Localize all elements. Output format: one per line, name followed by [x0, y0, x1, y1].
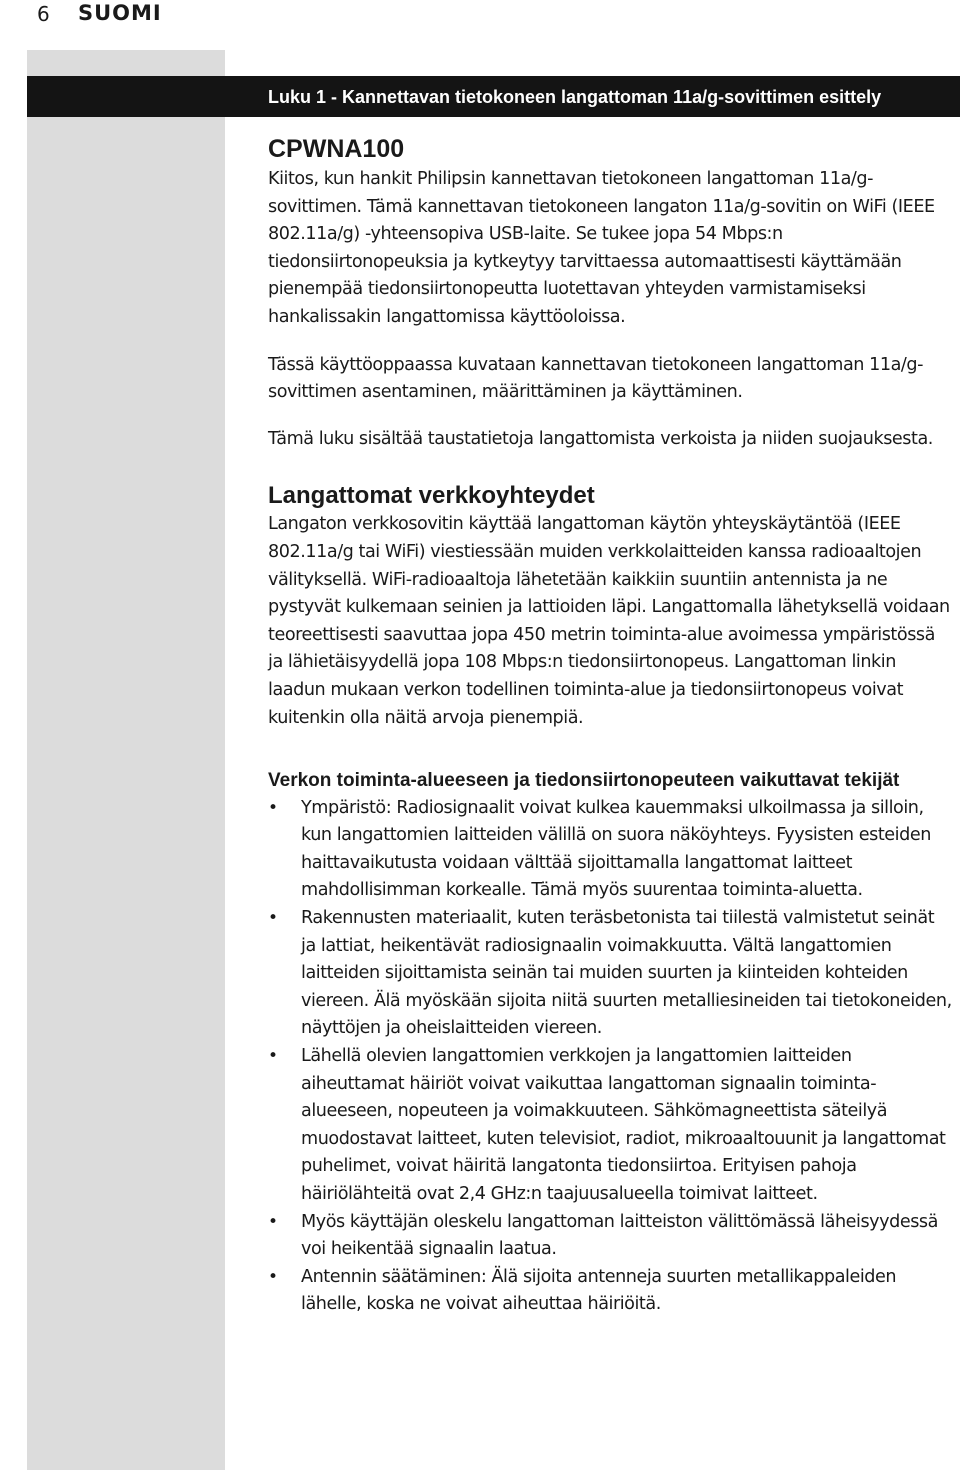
intro-paragraph-2: Tässä käyttöoppaassa kuvataan kannettavan tietokoneen langattoman 11a/g-sovittimen asentaminen, määrittäminen ja käyttäminen.: [268, 354, 924, 403]
bullet-icon: •: [268, 797, 278, 818]
intro-paragraph-1: Kiitos, kun hankit Philipsin kannettavan tietokoneen langattoman 11a/g-sovittimen. Tämä kannettavan tietokoneen langaton 11a/g-sovitin on WiFi (IEEE 802.11a/g) -yhteensopiva USB-laite. Se tukee jopa 54 Mbps:n tiedonsiirtonopeuksia ja kytkeytyy tarvittaessa automaattisesti käyttämään pienempää tiedonsiirtonopeutta luotettavan yhteyden varmistamiseksi hankalissakin langattomissa käyttöoloissa.: [268, 169, 935, 327]
list-item: [268, 795, 954, 905]
intro-paragraph-3: Tämä luku sisältää taustatietoja langattomista verkoista ja niiden suojauksesta.: [268, 428, 933, 449]
list-item: [268, 1209, 954, 1264]
bullet-icon: •: [268, 1046, 278, 1067]
wireless-section-paragraph: Langaton verkkosovitin käyttää langattoman käytön yhteyskäytäntöä (IEEE 802.11a/g tai WiFi) viestiessään muiden verkkolaitteiden kanssa radioaaltojen välityksellä. WiFi-radioaaltoja lähetetään kaikkiin suuntiin antennista ja ne pystyvät kulkemaan seinien ja lattioiden läpi. Langattomalla lähetyksellä voidaan teoreettisesti saavuttaa jopa 450 metrin toiminta-alue avoimessa ympäristössä ja lähietäisyydellä jopa 108 Mbps:n tiedonsiirtonopeus. Langattoman linkin laadun mukaan verkon todellinen toiminta-alue ja tiedonsiirtonopeus voivat kuitenkin olla näitä arvoja pienempiä.: [268, 514, 950, 728]
bullet-icon: •: [268, 1211, 278, 1232]
list-item-text: Myös käyttäjän oleskelu langattoman laitteiston välittömässä läheisyydessä voi heikentää signaalin laatua.: [301, 1211, 938, 1260]
language-label: SUOMI: [78, 1, 162, 25]
list-item-text: Ympäristö: Radiosignaalit voivat kulkea kauemmaksi ulkoilmassa ja silloin, kun langattomien laitteiden välillä on suora näköyhteys. Fyysisten esteiden haittavaikutusta voidaan välttää sijoittamalla langattomat laitteet mahdollisimman korkealle. Tämä myös suurentaa toiminta-aluetta.: [301, 797, 931, 901]
model-title: CPWNA100: [268, 135, 405, 163]
chapter-title: Luku 1 - Kannettavan tietokoneen langattoman 11a/g-sovittimen esittely: [268, 87, 882, 107]
list-item: [268, 1043, 954, 1209]
page-number: 6: [37, 2, 50, 26]
bullet-icon: •: [268, 908, 278, 929]
bullet-icon: •: [268, 1266, 278, 1287]
wireless-section-title: Langattomat verkkoyhteydet: [268, 482, 595, 510]
factors-list: [268, 795, 954, 1319]
factors-section-title: Verkon toiminta-alueeseen ja tiedonsiirtonopeuteen vaikuttavat tekijät: [268, 770, 900, 792]
list-item-text: Antennin säätäminen: Älä sijoita antenneja suurten metallikappaleiden lähelle, koska ne voivat aiheuttaa häiriöitä.: [301, 1266, 897, 1315]
content-column: [268, 134, 954, 1319]
gray-sidebar-panel: [27, 50, 225, 1470]
list-item: [268, 905, 954, 1043]
list-item-text: Rakennusten materiaalit, kuten teräsbetonista tai tiilestä valmistetut seinät ja lattiat, heikentävät radiosignaalin voimakkuutta. Vältä langattomien laitteiden sijoittamista seinän tai muiden suurten ja kiinteiden kohteiden viereen. Älä myöskään sijoita niitä suurten metalliesineiden tai tietokoneiden, näyttöjen ja oheislaitteiden viereen.: [301, 908, 952, 1039]
list-item-text: Lähellä olevien langattomien verkkojen ja langattomien laitteiden aiheuttamat häiriöt voivat vaikuttaa langattoman signaalin toiminta-alueeseen, nopeuteen ja voimakkuuteen. Sähkömagneettista säteilyä muodostavat laitteet, kuten televisiot, radiot, mikroaaltouunit ja langattomat puhelimet, voivat häiritä langatonta tiedonsiirtoa. Erityisen pahoja häiriölähteitä ovat 2,4 GHz:n taajuusalueella toimivat laitteet.: [301, 1046, 946, 1204]
list-item: [268, 1264, 954, 1319]
